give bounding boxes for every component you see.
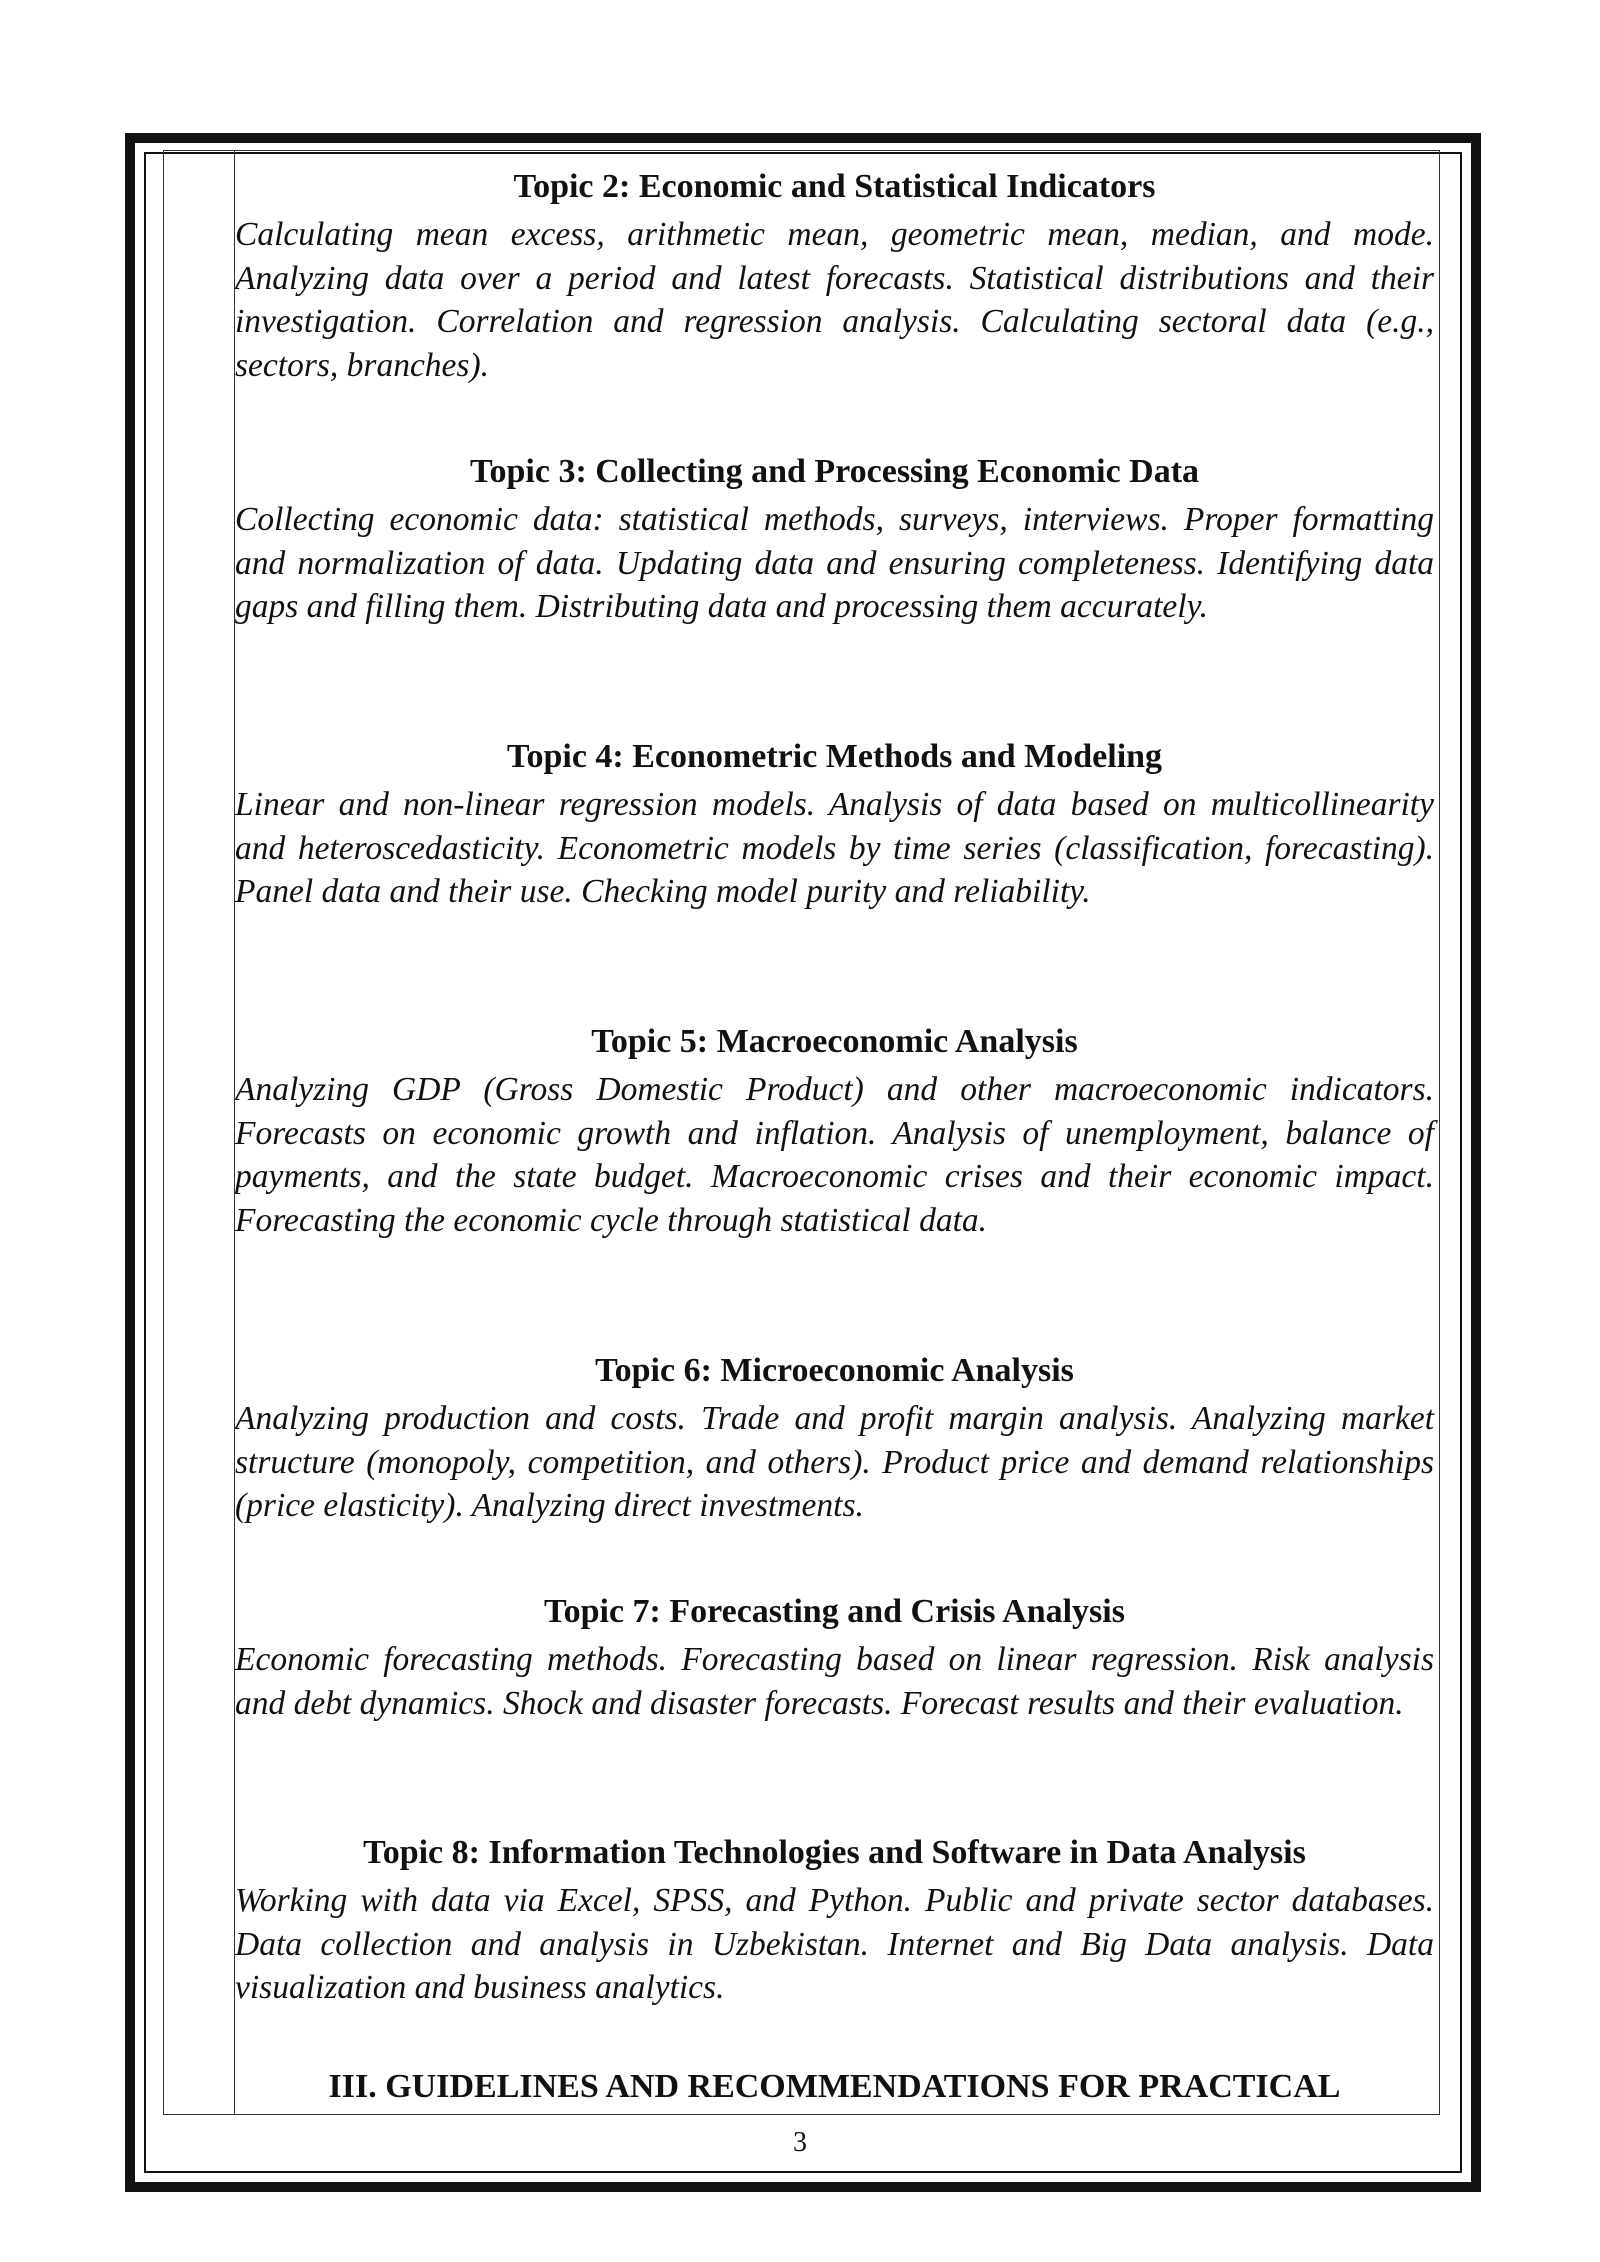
- topic-title: Topic 6: Microeconomic Analysis: [595, 1352, 1074, 1389]
- topic-6: [235, 1347, 1434, 1528]
- topic-title: Topic 8: Information Technologies and Software in Data Analysis: [363, 1834, 1306, 1871]
- topic-title: Topic 2: Economic and Statistical Indicators: [513, 168, 1156, 205]
- topic-title: Topic 4: Econometric Methods and Modeling: [506, 738, 1163, 775]
- topic-title: Topic 7: Forecasting and Crisis Analysis: [544, 1593, 1125, 1630]
- topic-body: Collecting economic data: statistical methods, surveys, interviews. Proper formatting and normalization of data. Updating data and ensuring completeness. Identifying data gaps and filling them. Distributing data and processing them accurately.: [235, 501, 1434, 625]
- topic-body: Economic forecasting methods. Forecasting based on linear regression. Risk analysis and debt dynamics. Shock and disaster forecasts. Forecast results and their evaluation.: [235, 1641, 1434, 1722]
- topic-8: [235, 1829, 1434, 2010]
- topic-5: [235, 1018, 1434, 1242]
- topic-4: [235, 733, 1434, 914]
- page-number: 3: [793, 2127, 807, 2158]
- topic-7: [235, 1588, 1434, 1725]
- topic-body: Calculating mean excess, arithmetic mean, geometric mean, median, and mode. Analyzing data over a period and latest forecasts. Statistical distributions and their investigation. Correlation and regression analysis. Calculating sectoral data (e.g., sectors, branches).: [235, 216, 1434, 384]
- topic-2: [235, 163, 1434, 387]
- topic-3: [235, 448, 1434, 629]
- topic-body: Analyzing production and costs. Trade and profit margin analysis. Analyzing market structure (monopoly, competition, and others). Product price and demand relationships (price elasticity). Analyzing direct investments.: [235, 1400, 1434, 1524]
- content-table: [163, 150, 1440, 2115]
- left-column: [164, 151, 235, 2114]
- main-column: [235, 151, 1439, 2114]
- topic-title: Topic 3: Collecting and Processing Economic Data: [469, 453, 1200, 490]
- topic-body: Analyzing GDP (Gross Domestic Product) and other macroeconomic indicators. Forecasts on economic growth and inflation. Analysis of unemployment, balance of payments, and the state budget. Macroeconomic crises and their economic impact. Forecasting the economic cycle through statistical data.: [235, 1071, 1434, 1239]
- topic-body: Working with data via Excel, SPSS, and Python. Public and private sector databases. Data collection and analysis in Uzbekistan. Internet and Big Data analysis. Data visualization and business analytics.: [235, 1882, 1434, 2006]
- section-heading: III. GUIDELINES AND RECOMMENDATIONS FOR PRACTICAL: [328, 2068, 1341, 2105]
- topic-title: Topic 5: Macroeconomic Analysis: [591, 1023, 1078, 1060]
- topic-body: Linear and non-linear regression models. Analysis of data based on multicollinearity and heteroscedasticity. Econometric models by time series (classification, forecasting). Panel data and their use. Checking model purity and reliability.: [235, 786, 1434, 910]
